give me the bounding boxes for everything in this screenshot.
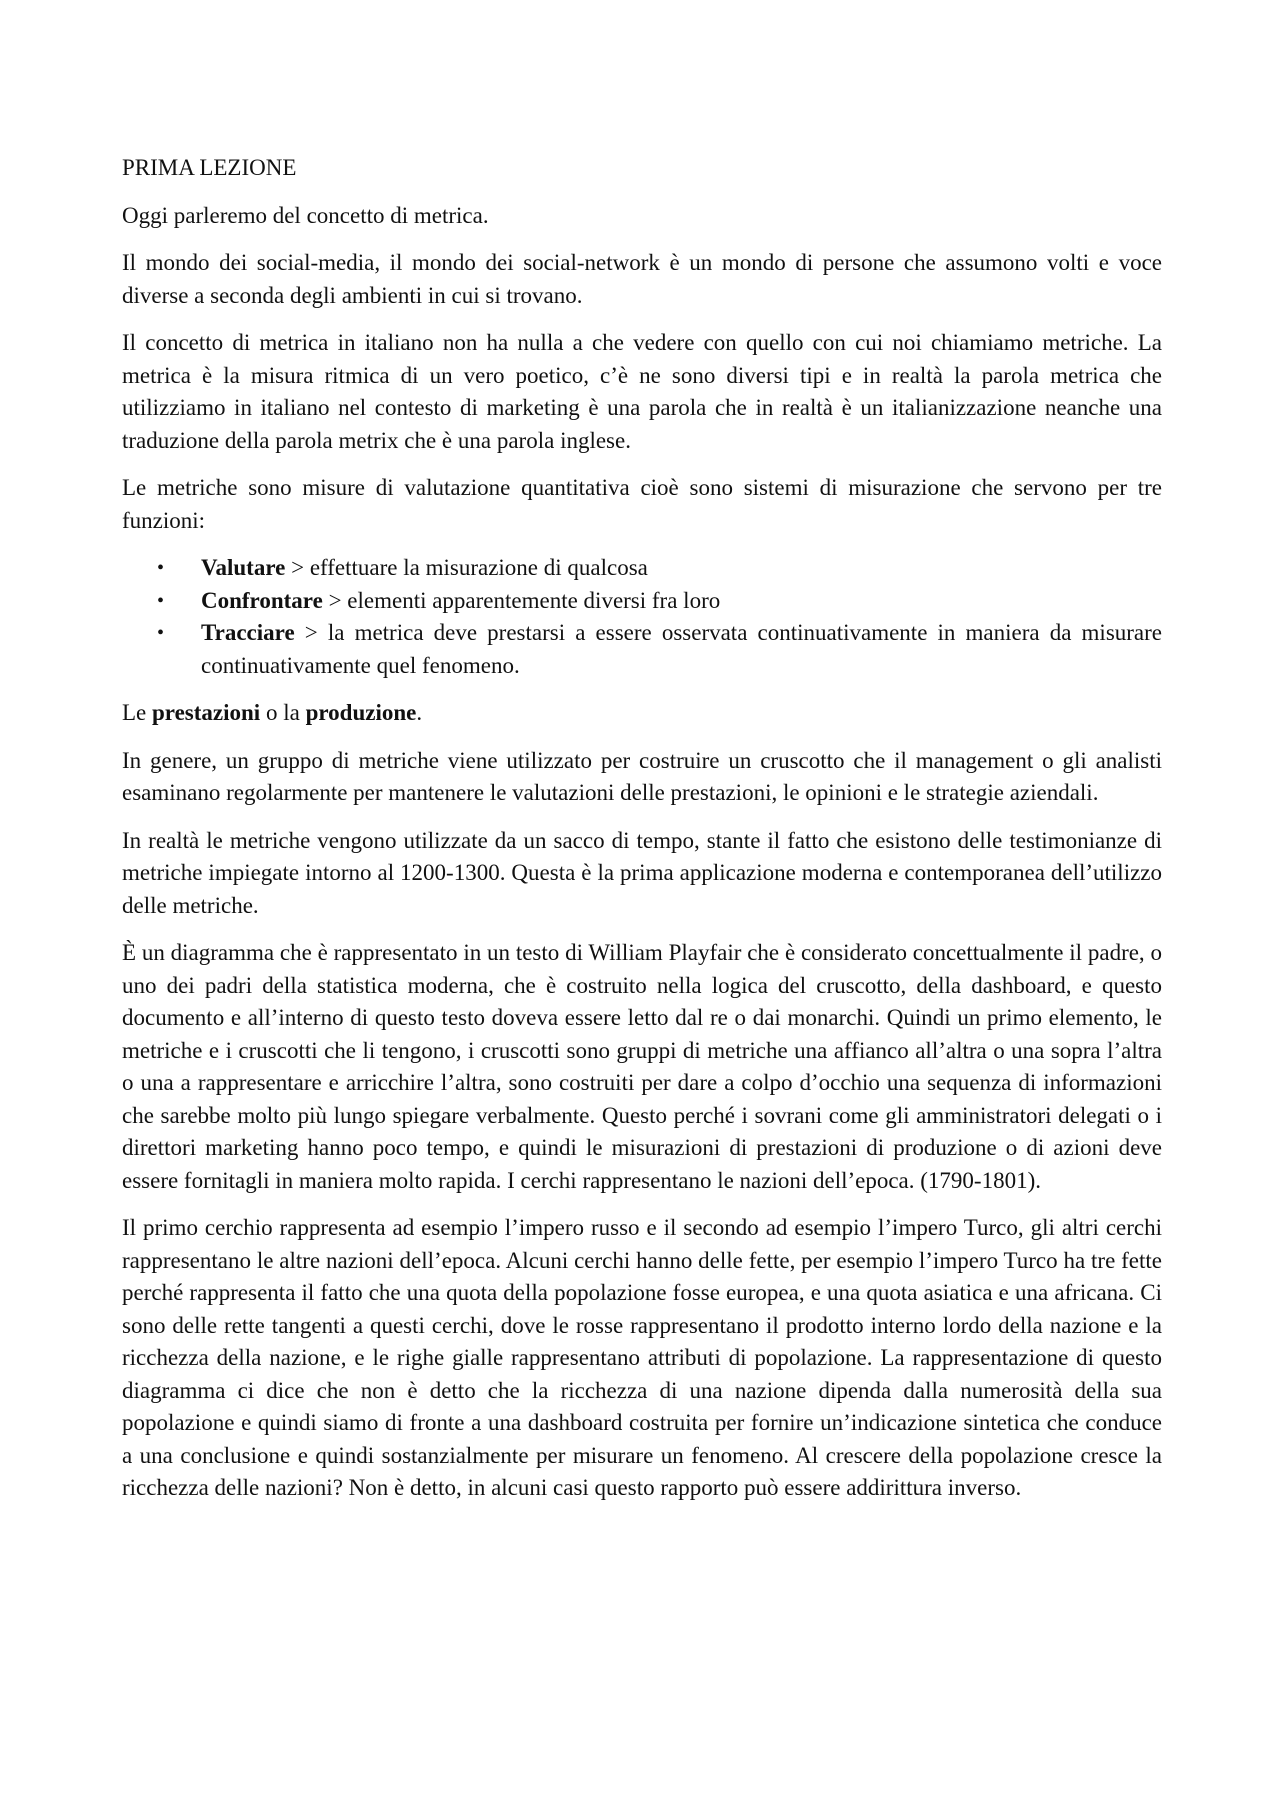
bullet-icon: • — [157, 622, 165, 644]
functions-list — [122, 552, 1162, 682]
paragraph-metric-definition: Le metriche sono misure di valutazione quantitativa cioè sono sistemi di misurazione che servono per tre funzioni: — [122, 475, 1162, 533]
list-item-term: Tracciare — [201, 620, 295, 645]
list-item-text: > elementi apparentemente diversi fra loro — [322, 587, 721, 613]
paragraph-social-media: Il mondo dei social-media, il mondo dei social-network è un mondo di persone che assumono volti e voce diverse a seconda degli ambienti in cui si trovano. — [122, 250, 1162, 308]
bullet-icon: • — [157, 557, 165, 579]
paragraph-performance — [122, 697, 1162, 730]
bold-term-produzione: produzione — [305, 700, 417, 725]
intro-paragraph: Oggi parleremo del concetto di metrica. — [122, 202, 489, 228]
list-item-term: Confrontare — [201, 587, 323, 613]
paragraph-playfair: È un diagramma che è rappresentato in un testo di William Playfair che è considerato concettualmente il padre, o uno dei padri della statistica moderna, che è costruito nella logica del cruscotto, della dashboard, e questo documento e all’interno di questo testo doveva essere letto dal re o dai monarchi. Quindi un primo elemento, le metriche e i cruscotti che li tengono, i cruscotti sono gruppi di metriche una affianco all’altra o una sopra l’altra o una a rappresentare e arricchire l’altra, sono costruiti per dare a colpo d’occhio una sequenza di informazioni che sarebbe molto più lungo spiegare verbalmente. Questo perché i sovrani come gli amministratori delegati o i direttori marketing hanno poco tempo, e quindi le misurazioni di prestazioni di produzione o di azioni deve essere fornitagli in maniera molto rapida. I cerchi rappresentano le nazioni dell’epoca. (1790-1801). — [122, 940, 1162, 1193]
document-title: PRIMA LEZIONE — [122, 155, 297, 180]
paragraph-history: In realtà le metriche vengono utilizzate da un sacco di tempo, stante il fatto che esistono delle testimonianze di metriche impiegate intorno al 1200-1300. Questa è la prima applicazione moderna e contemporanea dell’utilizzo delle metriche. — [122, 827, 1162, 918]
paragraph-metric-concept: Il concetto di metrica in italiano non ha nulla a che vedere con quello con cui noi chiamiamo metriche. La metrica è la misura ritmica di un vero poetico, c’è ne sono diversi tipi e in realtà la parola metrica che utilizziamo in italiano nel contesto di marketing è una parola che in realtà è un italianizzazione neanche una traduzione della parola metrix che è una parola inglese. — [122, 330, 1162, 453]
paragraph-circles: Il primo cerchio rappresenta ad esempio l’impero russo e il secondo ad esempio l’impero Turco, gli altri cerchi rappresentano le altre nazioni dell’epoca. Alcuni cerchi hanno delle fette, per esempio l’impero Turco ha tre fette perché rappresenta il fatto che una quota della popolazione fosse europea, e una quota asiatica e una africana. Ci sono delle rette tangenti a questi cerchi, dove le rosse rappresentano il prodotto interno lordo della nazione e la ricchezza della nazione, e le righe gialle rappresentano attributi di popolazione. La rappresentazione di questo diagramma ci dice che non è detto che la ricchezza di una nazione dipenda dalla numerosità della sua popolazione e quindi siamo di fronte a una dashboard costruita per fornire un’indicazione sintetica che conduce a una conclusione e quindi sostanzialmente per misurare un fenomeno. Al crescere della popolazione cresce la ricchezza delle nazioni? Non è detto, in alcuni casi questo rapporto può essere addirittura inverso. — [122, 1215, 1162, 1500]
paragraph-dashboard: In genere, un gruppo di metriche viene utilizzato per costruire un cruscotto che il management o gli analisti esaminano regolarmente per mantenere le valutazioni delle prestazioni, le opinioni e le strategie aziendali. — [122, 747, 1162, 805]
list-item-text: > effettuare la misurazione di qualcosa — [285, 555, 648, 580]
bold-term-prestazioni: prestazioni — [152, 700, 261, 725]
list-item-text: > la metrica deve prestarsi a essere osservata continuativamente in maniera da misurare continuativamente quel fenomeno. — [201, 620, 1162, 678]
list-item — [157, 617, 1162, 682]
text-fragment: o la — [260, 700, 306, 725]
text-fragment: Le — [122, 700, 153, 725]
bullet-icon: • — [157, 589, 165, 612]
list-item — [157, 552, 1162, 585]
document-page — [122, 152, 1162, 1520]
list-item-term: Valutare — [201, 555, 286, 580]
list-item — [157, 585, 1162, 618]
text-fragment: . — [416, 700, 423, 725]
